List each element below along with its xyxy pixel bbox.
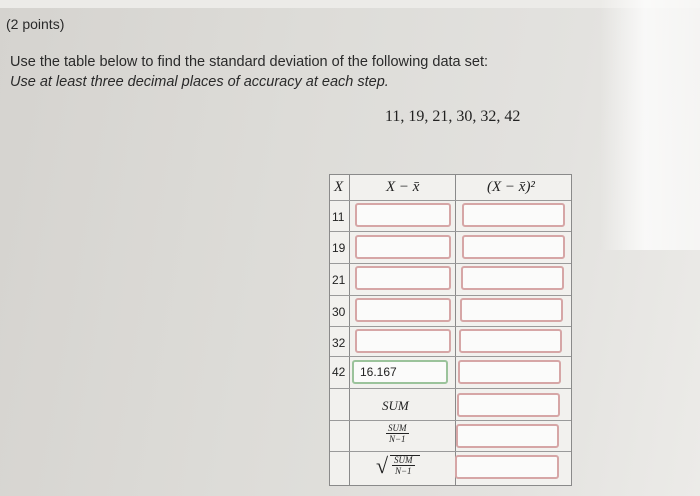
deviation-table <box>329 174 572 486</box>
row-divider <box>330 420 571 421</box>
row-divider <box>330 356 571 357</box>
instruction-line-2: Use at least three decimal places of accuracy at each step. <box>10 74 389 90</box>
squared-deviation-input-2[interactable] <box>462 235 565 259</box>
square-root-icon: √ <box>376 453 389 478</box>
header-deviation: X − x̄ <box>386 179 420 195</box>
squared-deviation-input-1[interactable] <box>462 203 565 227</box>
row-divider <box>330 231 571 232</box>
header-divider <box>330 200 571 201</box>
squared-deviation-input-4[interactable] <box>460 298 563 322</box>
x-value: 19 <box>332 241 346 255</box>
instructions <box>10 52 488 92</box>
column-divider-1 <box>349 175 350 485</box>
row-divider <box>330 388 571 389</box>
row-divider <box>330 295 571 296</box>
points-label: (2 points) <box>6 16 65 32</box>
variance-input[interactable] <box>456 424 559 448</box>
stdev-fraction-label <box>392 455 415 476</box>
row-divider <box>330 263 571 264</box>
x-value: 42 <box>332 365 346 379</box>
top-bar <box>0 0 700 8</box>
sum-label: SUM <box>382 398 409 413</box>
x-value: 21 <box>332 273 346 287</box>
deviation-input-5[interactable] <box>355 329 451 353</box>
instruction-line-1: Use the table below to find the standard deviation of the following data set: <box>10 54 489 70</box>
x-value: 30 <box>332 305 346 319</box>
header-x: X <box>334 179 344 195</box>
row-divider <box>330 326 571 327</box>
squared-deviation-input-6[interactable] <box>458 360 561 384</box>
data-set: 11, 19, 21, 30, 32, 42 <box>385 108 521 125</box>
header-squared-deviation: (X − x̄)² <box>487 179 535 195</box>
screen-glare <box>600 0 700 250</box>
fraction-denominator: N−1 <box>388 434 406 444</box>
fraction-denominator: N−1 <box>394 466 412 476</box>
deviation-input-1[interactable] <box>355 203 451 227</box>
deviation-input-2[interactable] <box>355 235 451 259</box>
x-value: 32 <box>332 336 346 350</box>
deviation-input-6[interactable]: 16.167 <box>352 360 448 384</box>
sum-input[interactable] <box>457 393 560 417</box>
deviation-input-3[interactable] <box>355 266 451 290</box>
fraction-numerator: SUM <box>388 423 407 433</box>
squared-deviation-input-3[interactable] <box>461 266 564 290</box>
deviation-input-4[interactable] <box>355 298 451 322</box>
standard-deviation-input[interactable] <box>455 455 559 479</box>
fraction-numerator: SUM <box>394 455 413 465</box>
row-divider <box>330 451 571 452</box>
x-value: 11 <box>332 210 345 224</box>
variance-fraction-label <box>386 423 409 444</box>
squared-deviation-input-5[interactable] <box>459 329 562 353</box>
